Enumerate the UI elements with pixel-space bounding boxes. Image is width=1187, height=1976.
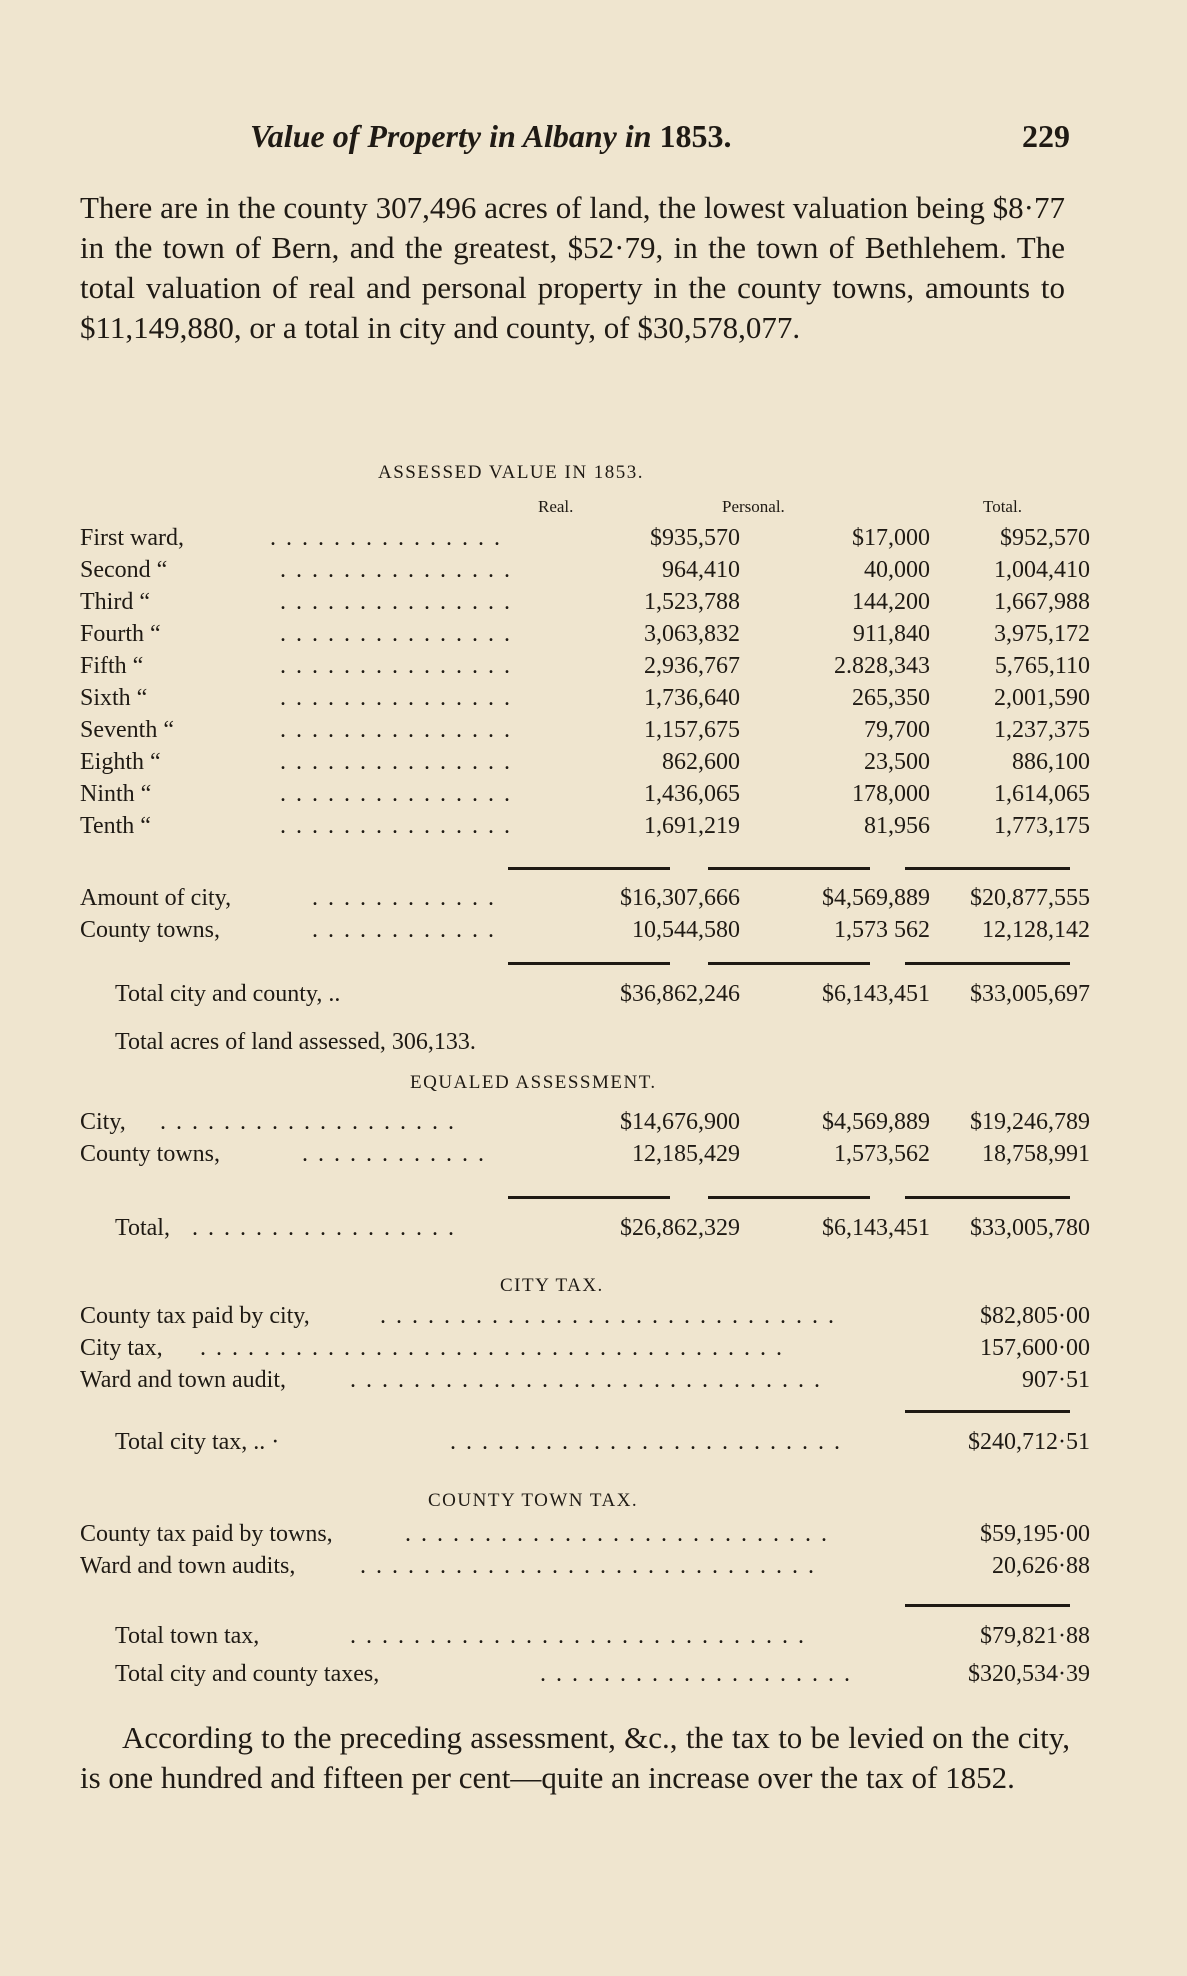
city-tax-row bbox=[80, 1300, 1090, 1332]
personal-value: 79,700 bbox=[864, 717, 930, 743]
row-label: Total city and county taxes, bbox=[115, 1661, 380, 1687]
intro-paragraph: There are in the county 307,496 acres of land, the lowest valuation being $8·77 in the town of Bern, and the greatest, $52·79, in the town of Bethlehem. The total valuation of real and personal property in the county towns, amounts to $11,149,880, or a total in city and county, of $30,578,077. bbox=[80, 190, 1065, 345]
amount-value: $320,534·39 bbox=[968, 1661, 1090, 1687]
real-value: 2,936,767 bbox=[644, 653, 740, 679]
amount-value: $82,805·00 bbox=[980, 1303, 1090, 1329]
leader-dots: . . . . . . . . . . . . . . . . . . . . . . . . . . . . . bbox=[350, 1623, 806, 1649]
personal-value: 265,350 bbox=[852, 685, 930, 711]
real-value: 1,523,788 bbox=[644, 589, 740, 615]
ward-row bbox=[80, 554, 1090, 586]
rule bbox=[905, 1604, 1070, 1607]
row-label: Second “ bbox=[80, 557, 168, 583]
ward-row bbox=[80, 522, 1090, 554]
county-town-tax-heading: COUNTY TOWN TAX. bbox=[428, 1490, 639, 1511]
amount-value: $59,195·00 bbox=[980, 1521, 1090, 1547]
real-value: 10,544,580 bbox=[632, 917, 740, 943]
page-number: 229 bbox=[1022, 118, 1070, 154]
personal-value: 144,200 bbox=[852, 589, 930, 615]
total-value: $33,005,697 bbox=[970, 981, 1090, 1007]
leader-dots: . . . . . . . . . . . . . . . bbox=[280, 589, 512, 615]
rule bbox=[905, 962, 1070, 965]
real-value: 1,436,065 bbox=[644, 781, 740, 807]
col-personal-header: Personal. bbox=[722, 497, 785, 516]
town-tax-total-row bbox=[80, 1620, 1090, 1652]
row-label: Amount of city, bbox=[80, 885, 232, 911]
leader-dots: . . . . . . . . . . . . . . . . . . . . . . . . . . . bbox=[405, 1521, 829, 1547]
personal-value: 1,573,562 bbox=[834, 1141, 930, 1167]
total-value: $952,570 bbox=[1000, 525, 1090, 551]
ward-row bbox=[80, 810, 1090, 842]
acres-note: Total acres of land assessed, 306,133. bbox=[115, 1029, 476, 1055]
row-label: Fifth “ bbox=[80, 653, 144, 679]
ward-row bbox=[80, 714, 1090, 746]
leader-dots: . . . . . . . . . . . . . . . . . . . . . . . . . . . . . bbox=[380, 1303, 836, 1329]
leader-dots: . . . . . . . . . . . . bbox=[312, 885, 496, 911]
real-value: 1,157,675 bbox=[644, 717, 740, 743]
total-value: 1,237,375 bbox=[994, 717, 1090, 743]
ward-row bbox=[80, 746, 1090, 778]
rule bbox=[508, 1196, 670, 1199]
equaled-heading: EQUALED ASSESSMENT. bbox=[410, 1072, 657, 1093]
leader-dots: . . . . . . . . . . . . . . . bbox=[280, 653, 512, 679]
leader-dots: . . . . . . . . . . . . . . . bbox=[280, 557, 512, 583]
real-value: $14,676,900 bbox=[620, 1109, 740, 1135]
leader-dots: . . . . . . . . . . . . . . . bbox=[280, 685, 512, 711]
row-label: City tax, bbox=[80, 1335, 163, 1361]
real-value: $36,862,246 bbox=[620, 981, 740, 1007]
county-tax-row bbox=[80, 1518, 1090, 1550]
total-value: 12,128,142 bbox=[982, 917, 1090, 943]
rule bbox=[508, 962, 670, 965]
row-label: Ninth “ bbox=[80, 781, 152, 807]
row-label: Total city tax, .. · bbox=[115, 1429, 280, 1455]
real-value: 964,410 bbox=[662, 557, 740, 583]
rule bbox=[905, 867, 1070, 870]
leader-dots: . . . . . . . . . . . . . . . bbox=[280, 781, 512, 807]
equaled-county-row bbox=[80, 1138, 1090, 1170]
equaled-city-row bbox=[80, 1106, 1090, 1138]
leader-dots: . . . . . . . . . . . . bbox=[302, 1141, 486, 1167]
rule bbox=[708, 1196, 870, 1199]
rule bbox=[508, 867, 670, 870]
acres-note-row bbox=[80, 1026, 1070, 1058]
leader-dots: . . . . . . . . . . . . . . . bbox=[270, 525, 502, 551]
personal-value: 81,956 bbox=[864, 813, 930, 839]
ward-row bbox=[80, 650, 1090, 682]
personal-value: $17,000 bbox=[852, 525, 930, 551]
personal-value: 23,500 bbox=[864, 749, 930, 775]
total-value: $33,005,780 bbox=[970, 1215, 1090, 1241]
leader-dots: . . . . . . . . . . . . . . . bbox=[280, 717, 512, 743]
row-label: Seventh “ bbox=[80, 717, 174, 743]
total-value: 1,773,175 bbox=[994, 813, 1090, 839]
real-value: $935,570 bbox=[650, 525, 740, 551]
personal-value: 911,840 bbox=[852, 621, 930, 647]
running-title: Value of Property in Albany in bbox=[250, 118, 652, 154]
col-real-header: Real. bbox=[538, 497, 574, 516]
equaled-total-row bbox=[80, 1212, 1090, 1244]
total-value: 886,100 bbox=[1012, 749, 1090, 775]
city-tax-row bbox=[80, 1364, 1090, 1396]
amount-city-row bbox=[80, 882, 1090, 914]
total-value: 5,765,110 bbox=[994, 653, 1090, 679]
assessed-heading: ASSESSED VALUE IN 1853. bbox=[378, 462, 645, 483]
real-value: 1,736,640 bbox=[644, 685, 740, 711]
running-header bbox=[250, 118, 1070, 155]
leader-dots: . . . . . . . . . . . . bbox=[312, 917, 496, 943]
rule bbox=[708, 867, 870, 870]
total-city-county-row bbox=[80, 978, 1090, 1010]
row-label: Fourth “ bbox=[80, 621, 161, 647]
leader-dots: . . . . . . . . . . . . . . . . . . . . . . . . . . . . . bbox=[360, 1553, 816, 1579]
real-value: $16,307,666 bbox=[620, 885, 740, 911]
grand-total-row bbox=[80, 1658, 1090, 1690]
row-label: Ward and town audit, bbox=[80, 1367, 287, 1393]
county-tax-row bbox=[80, 1550, 1090, 1582]
ward-row bbox=[80, 778, 1090, 810]
leader-dots: . . . . . . . . . . . . . . . bbox=[280, 749, 512, 775]
personal-value: 178,000 bbox=[852, 781, 930, 807]
personal-value: $6,143,451 bbox=[822, 981, 930, 1007]
row-label: County tax paid by city, bbox=[80, 1303, 310, 1329]
personal-value: 1,573 562 bbox=[834, 917, 930, 943]
leader-dots: . . . . . . . . . . . . . . . . . . . . . . . . . . . . . . bbox=[350, 1367, 822, 1393]
total-value: $20,877,555 bbox=[970, 885, 1090, 911]
row-label: County towns, bbox=[80, 1141, 221, 1167]
real-value: $26,862,329 bbox=[620, 1215, 740, 1241]
total-value: 1,667,988 bbox=[994, 589, 1090, 615]
leader-dots: . . . . . . . . . . . . . . . bbox=[280, 813, 512, 839]
row-label: Total town tax, bbox=[115, 1623, 260, 1649]
rule bbox=[708, 962, 870, 965]
leader-dots: . . . . . . . . . . . . . . . . . . . . bbox=[540, 1661, 852, 1687]
leader-dots: . . . . . . . . . . . . . . . . . . . bbox=[160, 1109, 456, 1135]
total-value: 18,758,991 bbox=[982, 1141, 1090, 1167]
row-label: County towns, bbox=[80, 917, 221, 943]
amount-value: 157,600·00 bbox=[980, 1335, 1090, 1361]
total-value: $19,246,789 bbox=[970, 1109, 1090, 1135]
amount-value: $240,712·51 bbox=[968, 1429, 1090, 1455]
amount-value: 20,626·88 bbox=[992, 1553, 1090, 1579]
city-tax-row bbox=[80, 1332, 1090, 1364]
closing-paragraph: According to the preceding assessment, &c., the tax to be levied on the city, is one hundred and fifteen per cent—quite an increase over the tax of 1852. bbox=[80, 1720, 1070, 1795]
total-value: 3,975,172 bbox=[994, 621, 1090, 647]
row-label: Eighth “ bbox=[80, 749, 161, 775]
leader-dots: . . . . . . . . . . . . . . . . . . . . . . . . . bbox=[450, 1429, 842, 1455]
real-value: 3,063,832 bbox=[644, 621, 740, 647]
total-value: 1,004,410 bbox=[994, 557, 1090, 583]
ward-row bbox=[80, 586, 1090, 618]
personal-value: $4,569,889 bbox=[822, 885, 930, 911]
row-label: Total, bbox=[115, 1215, 170, 1241]
real-value: 12,185,429 bbox=[632, 1141, 740, 1167]
row-label: City, bbox=[80, 1109, 126, 1135]
row-label: Sixth “ bbox=[80, 685, 148, 711]
col-total-header: Total. bbox=[983, 497, 1022, 516]
city-tax-total-row bbox=[80, 1426, 1090, 1458]
leader-dots: . . . . . . . . . . . . . . . bbox=[280, 621, 512, 647]
county-towns-row bbox=[80, 914, 1090, 946]
row-label: Tenth “ bbox=[80, 813, 151, 839]
row-label: Ward and town audits, bbox=[80, 1553, 296, 1579]
running-year: 1853. bbox=[659, 118, 732, 154]
city-tax-heading: CITY TAX. bbox=[500, 1275, 604, 1296]
personal-value: 40,000 bbox=[864, 557, 930, 583]
leader-dots: . . . . . . . . . . . . . . . . . bbox=[192, 1215, 456, 1241]
personal-value: $4,569,889 bbox=[822, 1109, 930, 1135]
personal-value: 2.828,343 bbox=[834, 653, 930, 679]
amount-value: 907·51 bbox=[1022, 1367, 1090, 1393]
ward-row bbox=[80, 618, 1090, 650]
personal-value: $6,143,451 bbox=[822, 1215, 930, 1241]
row-label: First ward, bbox=[80, 525, 184, 551]
leader-dots: . . . . . . . . . . . . . . . . . . . . . . . . . . . . . . . . . . . . . bbox=[200, 1335, 784, 1361]
row-label: Total city and county, .. bbox=[115, 981, 341, 1007]
rule bbox=[905, 1410, 1070, 1413]
total-value: 2,001,590 bbox=[994, 685, 1090, 711]
rule bbox=[905, 1196, 1070, 1199]
amount-value: $79,821·88 bbox=[980, 1623, 1090, 1649]
total-value: 1,614,065 bbox=[994, 781, 1090, 807]
real-value: 862,600 bbox=[662, 749, 740, 775]
row-label: Third “ bbox=[80, 589, 150, 615]
ward-row bbox=[80, 682, 1090, 714]
real-value: 1,691,219 bbox=[644, 813, 740, 839]
row-label: County tax paid by towns, bbox=[80, 1521, 333, 1547]
